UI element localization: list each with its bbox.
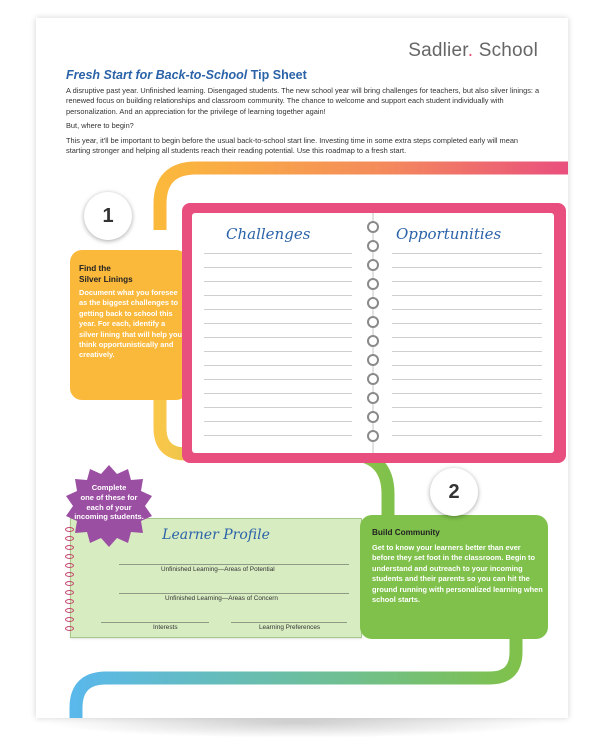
spiral-ring [65, 617, 74, 622]
step-1-card [70, 250, 188, 400]
badge-text: Complete one of these for each of your incoming students. [74, 483, 144, 522]
notebook-line [392, 407, 542, 408]
step-2-body: Get to know your learners better than ever before they set foot in the classroom. Begin to understand and outreach to your incoming students and their parents so you can hit the ground running with personalized learning when school starts. [372, 543, 543, 605]
spiral-ring [367, 221, 379, 233]
notebook-line [392, 281, 542, 282]
notebook-line [392, 435, 542, 436]
spiral-ring [367, 278, 379, 290]
spiral-ring [367, 411, 379, 423]
notebook-line [204, 295, 352, 296]
complete-badge [66, 465, 152, 547]
notebook-line [204, 435, 352, 436]
spiral-ring [65, 581, 74, 586]
step-1-body: Document what you foresee as the biggest challenges to getting back to school this year. For each, identify a silver lining that will help you think opportunistically and creatively. [79, 288, 183, 360]
notebook-line [392, 323, 542, 324]
profile-field-label: Learning Preferences [259, 624, 321, 631]
notebook-line [392, 365, 542, 366]
notebook-line [204, 379, 352, 380]
step-2-card [360, 515, 548, 639]
spiral-ring [367, 335, 379, 347]
notebook-line [392, 351, 542, 352]
notebook-line [392, 393, 542, 394]
notebook-line [392, 379, 542, 380]
spiral-ring [65, 626, 74, 631]
spiral-ring [367, 240, 379, 252]
brand-logo: Sadlier. School [408, 40, 538, 61]
profile-field-label: Unfinished Learning—Areas of Concern [165, 595, 278, 602]
notebook-line [204, 281, 352, 282]
page-title: Fresh Start for Back-to-School Tip Sheet [66, 68, 307, 82]
notebook-page [192, 213, 554, 453]
step-1-number: 1 [84, 192, 132, 240]
spiral-ring [367, 259, 379, 271]
notebook-line [204, 365, 352, 366]
spiral-ring [367, 392, 379, 404]
spiral-ring [65, 590, 74, 595]
profile-field-line [101, 622, 209, 623]
profile-field-label: Interests [153, 624, 178, 631]
notebook-line [204, 407, 352, 408]
notebook-line [392, 267, 542, 268]
intro-question: But, where to begin? [66, 121, 134, 131]
spiral-ring [367, 316, 379, 328]
profile-field-label: Unfinished Learning—Areas of Potential [161, 566, 275, 573]
spiral-ring [367, 430, 379, 442]
spiral-ring [65, 599, 74, 604]
notebook-line [392, 295, 542, 296]
notebook-line [204, 351, 352, 352]
profile-field-line [119, 593, 349, 594]
notebook-line [392, 337, 542, 338]
spiral-ring [65, 554, 74, 559]
notebook-line [392, 421, 542, 422]
notebook-line [204, 323, 352, 324]
notebook-line [204, 337, 352, 338]
notebook-line [204, 309, 352, 310]
step-2-heading: Build Community [372, 528, 440, 537]
notebook-line [204, 421, 352, 422]
profile-field-line [231, 622, 347, 623]
profile-field-line [119, 564, 349, 565]
spiral-ring [367, 297, 379, 309]
spiral-ring [367, 354, 379, 366]
intro-paragraph: A disruptive past year. Unfinished learning. Disengaged students. The new school year will bring challenges for teachers, but also silver linings: a renewed focus on building relationships and classroom community. The chance to welcome and support each student individually with personalization. And an appreciation for the privilege of learning together again! [66, 86, 540, 116]
spiral-ring [65, 563, 74, 568]
tip-sheet-page [36, 18, 568, 718]
challenges-heading: Challenges [226, 225, 311, 243]
notebook-line [392, 309, 542, 310]
spiral-ring [65, 608, 74, 613]
notebook-line [204, 253, 352, 254]
spiral-ring [367, 373, 379, 385]
intro-paragraph: This year, it'll be important to begin before the usual back-to-school start line. Investing time in some extra steps completed early will mean starting stronger and helping all students reach their reading potential. Use this roadmap to a fresh start. [66, 135, 519, 156]
spiral-ring [65, 572, 74, 577]
notebook-line [204, 393, 352, 394]
learner-profile-heading: Learner Profile [162, 527, 270, 543]
challenges-opportunities-notebook [182, 203, 566, 463]
step-1-heading: Find the Silver Linings [79, 264, 133, 284]
notebook-line [392, 253, 542, 254]
notebook-line [204, 267, 352, 268]
opportunities-heading: Opportunities [396, 225, 502, 243]
step-2-number: 2 [430, 468, 478, 516]
